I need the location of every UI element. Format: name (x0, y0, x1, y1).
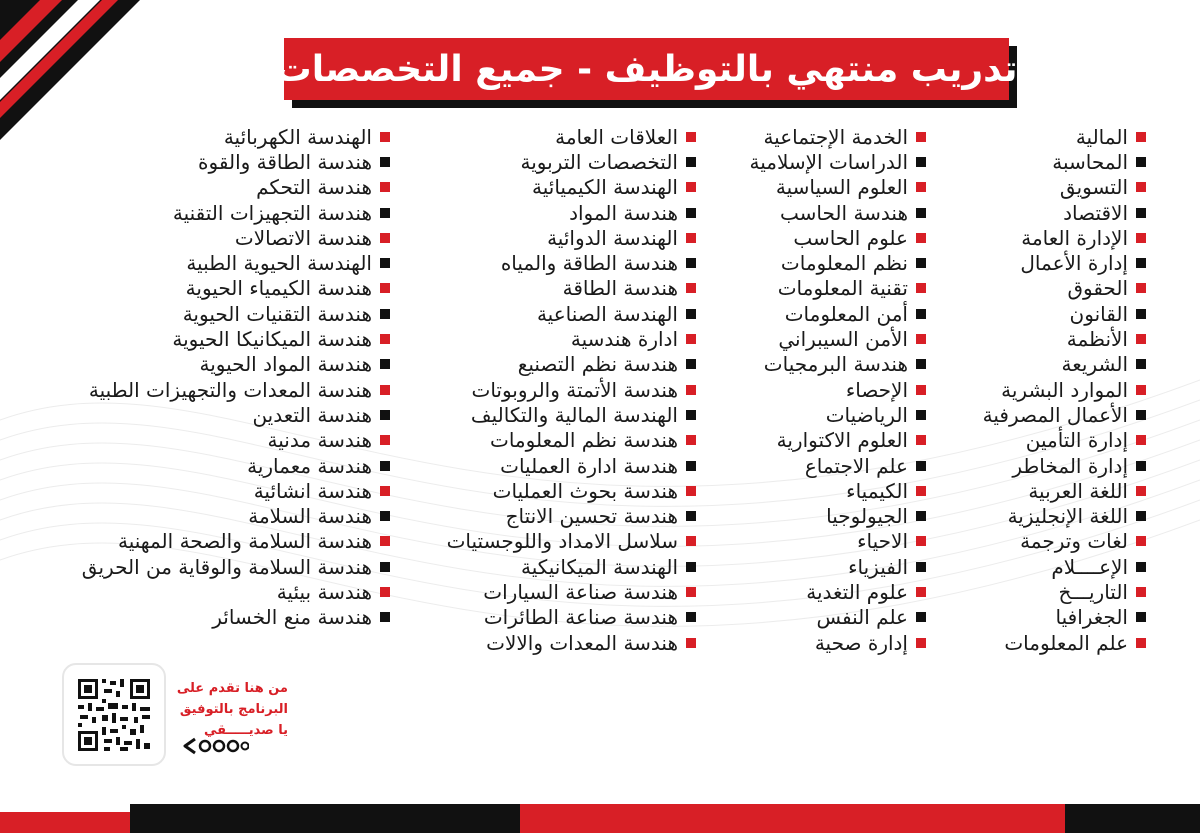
black-square-bullet-icon (380, 157, 390, 167)
specialty-label: هندسة المعدات والتجهيزات الطبية (88, 377, 372, 402)
red-square-bullet-icon (686, 132, 696, 142)
specialty-label: الاقتصاد (1063, 200, 1128, 225)
red-square-bullet-icon (686, 385, 696, 395)
specialty-item (700, 352, 926, 377)
specialty-item (1000, 605, 1146, 630)
specialty-item (20, 175, 390, 200)
qr-card[interactable] (62, 663, 166, 766)
specialty-label: هندسة نظم المعلومات (489, 428, 678, 453)
red-square-bullet-icon (916, 587, 926, 597)
specialty-item (20, 124, 390, 149)
red-square-bullet-icon (1136, 233, 1146, 243)
specialty-label: علم النفس (816, 605, 908, 630)
black-square-bullet-icon (916, 461, 926, 471)
specialty-label: الأنظمة (1066, 327, 1128, 352)
black-square-bullet-icon (686, 511, 696, 521)
specialty-label: المحاسبة (1052, 149, 1128, 174)
cta-line-1: من هنا تقدم على (176, 681, 288, 696)
specialty-label: هندسة المواد الحيوية (199, 352, 372, 377)
specialty-item (1000, 478, 1146, 503)
specialty-item (1000, 200, 1146, 225)
specialty-item (700, 478, 926, 503)
black-square-bullet-icon (1136, 612, 1146, 622)
specialty-item (20, 579, 390, 604)
specialty-label: الرياضيات (825, 402, 908, 427)
red-square-bullet-icon (916, 334, 926, 344)
specialty-label: هندسة المواد (569, 200, 678, 225)
specialty-item (20, 250, 390, 275)
specialty-item (400, 630, 696, 655)
specialty-item (400, 478, 696, 503)
specialty-item (700, 175, 926, 200)
specialty-label: المالية (1075, 124, 1128, 149)
specialty-label: هندسة الطاقة والمياه (500, 251, 678, 276)
specialty-item (700, 579, 926, 604)
specialty-label: الأمن السيبراني (778, 327, 908, 352)
red-square-bullet-icon (916, 132, 926, 142)
specialty-label: اللغة الإنجليزية (1007, 504, 1128, 529)
specialty-label: هندسة الميكانيكا الحيوية (172, 327, 372, 352)
red-square-bullet-icon (1136, 132, 1146, 142)
specialty-label: الموارد البشرية (1001, 377, 1128, 402)
specialty-label: هندسة التقنيات الحيوية (182, 301, 372, 326)
specialty-label: الهندسة الدوائية (547, 225, 678, 250)
specialty-item (1000, 149, 1146, 174)
specialty-item (400, 301, 696, 326)
specialty-item (400, 402, 696, 427)
specialty-label: هندسة المعدات والالات (486, 630, 678, 655)
specialty-label: هندسة البرمجيات (763, 352, 908, 377)
specialty-label: هندسة السلامة والوقاية من الحريق (81, 554, 372, 579)
specialty-item (400, 579, 696, 604)
black-square-bullet-icon (1136, 511, 1146, 521)
specialty-item (700, 326, 926, 351)
red-square-bullet-icon (380, 587, 390, 597)
specialty-label: الجيولوجيا (826, 504, 908, 529)
black-square-bullet-icon (380, 309, 390, 319)
specialty-label: ادارة هندسية (570, 327, 678, 352)
black-square-bullet-icon (916, 511, 926, 521)
specialty-item (20, 478, 390, 503)
specialty-item (20, 326, 390, 351)
specialty-label: هندسة الكيمياء الحيوية (185, 276, 372, 301)
specialty-label: الهندسة المالية والتكاليف (470, 402, 678, 427)
specialty-label: التاريـــخ (1058, 579, 1128, 604)
red-square-bullet-icon (916, 536, 926, 546)
red-square-bullet-icon (686, 233, 696, 243)
specialty-label: التسويق (1059, 175, 1128, 200)
specialty-item (20, 352, 390, 377)
specialty-label: التخصصات التربوية (520, 149, 678, 174)
specialty-label: هندسة الطاقة والقوة (198, 149, 372, 174)
specialty-label: إدارة صحية (814, 630, 908, 655)
specialty-label: العلوم السياسية (775, 175, 908, 200)
specialty-label: الجغرافيا (1055, 605, 1128, 630)
red-square-bullet-icon (1136, 435, 1146, 445)
specialty-label: تقنية المعلومات (777, 276, 908, 301)
specialty-label: هندسة صناعة الطائرات (483, 605, 678, 630)
specialty-item (700, 250, 926, 275)
red-square-bullet-icon (1136, 536, 1146, 546)
red-square-bullet-icon (1136, 385, 1146, 395)
red-square-bullet-icon (686, 283, 696, 293)
qr-code-icon[interactable] (76, 677, 152, 753)
specialty-label: الهندسة الصناعية (536, 301, 678, 326)
black-square-bullet-icon (916, 157, 926, 167)
specialty-label: الخدمة الإجتماعية (763, 124, 908, 149)
arrow-left-icon (183, 737, 249, 755)
apply-call-to-action (170, 678, 288, 741)
black-square-bullet-icon (686, 208, 696, 218)
black-square-bullet-icon (380, 612, 390, 622)
red-square-bullet-icon (380, 435, 390, 445)
specialty-item (400, 326, 696, 351)
specialty-label: هندسة الاتصالات (234, 225, 372, 250)
black-square-bullet-icon (686, 410, 696, 420)
specialty-label: هندسة صناعة السيارات (483, 579, 678, 604)
specialty-item (1000, 124, 1146, 149)
specialty-label: الأعمال المصرفية (982, 402, 1128, 427)
specialty-label: الكيمياء (846, 478, 908, 503)
specialties-column-2 (700, 124, 926, 655)
specialty-item (400, 377, 696, 402)
black-square-bullet-icon (686, 157, 696, 167)
specialty-item (1000, 503, 1146, 528)
specialty-label: إدارة الأعمال (1020, 251, 1128, 276)
specialty-label: هندسة معمارية (247, 453, 372, 478)
specialty-label: الإحصاء (845, 377, 908, 402)
specialty-label: الإدارة العامة (1021, 225, 1128, 250)
specialty-label: هندسة الطاقة (562, 276, 678, 301)
specialties-column-3 (400, 124, 696, 655)
specialty-item (20, 529, 390, 554)
black-square-bullet-icon (686, 461, 696, 471)
specialty-label: لغات وترجمة (1020, 529, 1128, 554)
black-square-bullet-icon (1136, 208, 1146, 218)
specialty-item (400, 605, 696, 630)
black-square-bullet-icon (916, 410, 926, 420)
specialty-label: هندسة التحكم (256, 175, 372, 200)
black-square-bullet-icon (686, 612, 696, 622)
specialty-item (1000, 326, 1146, 351)
specialty-label: هندسة السلامة والصحة المهنية (117, 529, 372, 554)
red-square-bullet-icon (916, 182, 926, 192)
specialty-item (400, 352, 696, 377)
specialty-item (20, 402, 390, 427)
red-square-bullet-icon (380, 233, 390, 243)
specialty-label: علوم التغدية (806, 579, 908, 604)
red-square-bullet-icon (686, 638, 696, 648)
black-square-bullet-icon (916, 612, 926, 622)
black-square-bullet-icon (916, 258, 926, 268)
specialty-label: القانون (1069, 301, 1128, 326)
specialty-item (700, 554, 926, 579)
specialties-column-4 (20, 124, 390, 630)
specialty-item (1000, 453, 1146, 478)
specialty-label: إدارة المخاطر (1012, 453, 1128, 478)
specialty-item (1000, 579, 1146, 604)
specialty-item (1000, 352, 1146, 377)
corner-decoration (0, 0, 140, 140)
specialty-label: الفيزياء (848, 554, 908, 579)
specialty-item (1000, 377, 1146, 402)
specialty-item (20, 428, 390, 453)
red-square-bullet-icon (686, 182, 696, 192)
specialty-item (400, 250, 696, 275)
specialty-item (400, 276, 696, 301)
black-square-bullet-icon (380, 562, 390, 572)
red-square-bullet-icon (380, 182, 390, 192)
specialty-item (700, 428, 926, 453)
specialty-item (1000, 175, 1146, 200)
black-square-bullet-icon (380, 511, 390, 521)
red-square-bullet-icon (380, 385, 390, 395)
black-square-bullet-icon (916, 208, 926, 218)
red-square-bullet-icon (916, 486, 926, 496)
specialty-item (400, 554, 696, 579)
specialty-item (700, 124, 926, 149)
specialty-label: هندسة التجهيزات التقنية (172, 200, 372, 225)
specialty-item (700, 453, 926, 478)
specialty-item (700, 630, 926, 655)
black-square-bullet-icon (916, 359, 926, 369)
red-square-bullet-icon (380, 334, 390, 344)
specialty-label: نظم المعلومات (780, 251, 908, 276)
specialty-label: هندسة السلامة (248, 504, 372, 529)
specialty-item (20, 301, 390, 326)
black-square-bullet-icon (1136, 258, 1146, 268)
specialty-item (1000, 529, 1146, 554)
specialty-label: الهندسة الميكانيكية (520, 554, 678, 579)
title-banner-fill (275, 38, 1018, 100)
red-square-bullet-icon (916, 233, 926, 243)
specialty-item (1000, 428, 1146, 453)
black-square-bullet-icon (686, 258, 696, 268)
specialty-item (20, 554, 390, 579)
specialty-item (700, 276, 926, 301)
black-square-bullet-icon (1136, 359, 1146, 369)
specialty-item (20, 503, 390, 528)
black-square-bullet-icon (380, 208, 390, 218)
specialty-item (400, 124, 696, 149)
black-square-bullet-icon (916, 309, 926, 319)
specialty-label: الهندسة الكيميائية (532, 175, 678, 200)
specialty-label: الاحياء (857, 529, 908, 554)
red-square-bullet-icon (1136, 334, 1146, 344)
red-square-bullet-icon (686, 587, 696, 597)
specialty-label: العلاقات العامة (555, 124, 678, 149)
specialty-label: علم المعلومات (1004, 630, 1128, 655)
red-square-bullet-icon (1136, 486, 1146, 496)
specialty-label: علم الاجتماع (804, 453, 908, 478)
specialty-label: هندسة انشائية (253, 478, 372, 503)
black-square-bullet-icon (380, 410, 390, 420)
specialty-item (20, 377, 390, 402)
specialty-item (400, 529, 696, 554)
red-square-bullet-icon (380, 132, 390, 142)
specialty-label: هندسة الحاسب (780, 200, 908, 225)
specialty-item (700, 149, 926, 174)
black-square-bullet-icon (380, 258, 390, 268)
specialty-item (400, 428, 696, 453)
red-square-bullet-icon (916, 283, 926, 293)
specialty-label: العلوم الاكتوارية (776, 428, 908, 453)
specialty-item (1000, 301, 1146, 326)
specialty-label: هندسة ادارة العمليات (500, 453, 678, 478)
specialty-item (700, 529, 926, 554)
specialty-item (700, 225, 926, 250)
page-title: تدريب منتهي بالتوظيف - جميع التخصصات (275, 48, 1018, 90)
black-square-bullet-icon (1136, 157, 1146, 167)
specialty-item (20, 149, 390, 174)
specialty-label: اللغة العربية (1028, 478, 1128, 503)
black-square-bullet-icon (380, 461, 390, 471)
specialty-item (400, 200, 696, 225)
specialty-label: سلاسل الامداد واللوجستيات (446, 529, 678, 554)
specialty-item (20, 453, 390, 478)
red-square-bullet-icon (1136, 182, 1146, 192)
footer-bar-red (520, 804, 1065, 833)
specialty-item (20, 276, 390, 301)
black-square-bullet-icon (380, 359, 390, 369)
specialty-label: الإعــــلام (1051, 554, 1128, 579)
red-square-bullet-icon (686, 486, 696, 496)
red-square-bullet-icon (1136, 638, 1146, 648)
red-square-bullet-icon (686, 435, 696, 445)
specialty-label: علوم الحاسب (793, 225, 908, 250)
specialty-item (1000, 225, 1146, 250)
specialty-item (1000, 276, 1146, 301)
specialty-item (1000, 554, 1146, 579)
specialty-label: هندسة نظم التصنيع (517, 352, 678, 377)
cta-line-2: البرنامج بالتوفيق (179, 702, 288, 717)
specialty-item (700, 200, 926, 225)
specialty-item (400, 225, 696, 250)
red-square-bullet-icon (380, 283, 390, 293)
specialty-label: هندسة التعدين (252, 402, 372, 427)
red-square-bullet-icon (1136, 283, 1146, 293)
cta-line-3: يا صديـــــقي (204, 723, 288, 738)
specialty-item (20, 225, 390, 250)
specialty-label: الحقوق (1067, 276, 1128, 301)
specialty-item (700, 301, 926, 326)
specialty-item (1000, 250, 1146, 275)
specialty-item (400, 503, 696, 528)
specialty-label: هندسة منع الخسائر (212, 605, 372, 630)
specialty-label: الدراسات الإسلامية (749, 149, 908, 174)
red-square-bullet-icon (686, 536, 696, 546)
specialty-item (700, 503, 926, 528)
specialty-item (400, 453, 696, 478)
red-square-bullet-icon (380, 536, 390, 546)
specialties-column-1 (982, 124, 1146, 655)
specialty-item (20, 605, 390, 630)
red-square-bullet-icon (916, 385, 926, 395)
footer-bar-red-left (0, 812, 130, 833)
specialty-item (400, 149, 696, 174)
specialty-label: الشريعة (1061, 352, 1128, 377)
specialty-label: إدارة التأمين (1025, 428, 1128, 453)
specialty-label: أمن المعلومات (784, 301, 908, 326)
specialty-item (1000, 630, 1146, 655)
specialty-label: هندسة بحوث العمليات (492, 478, 678, 503)
specialty-item (982, 402, 1146, 427)
black-square-bullet-icon (1136, 461, 1146, 471)
specialty-item (700, 402, 926, 427)
red-square-bullet-icon (380, 486, 390, 496)
specialty-label: الهندسة الحيوية الطبية (186, 251, 372, 276)
title-banner (275, 38, 1018, 100)
black-square-bullet-icon (686, 359, 696, 369)
specialty-label: هندسة بيئية (276, 579, 372, 604)
specialty-label: هندسة تحسين الانتاج (505, 504, 678, 529)
specialty-item (700, 605, 926, 630)
black-square-bullet-icon (686, 309, 696, 319)
black-square-bullet-icon (1136, 309, 1146, 319)
black-square-bullet-icon (916, 562, 926, 572)
specialty-item (400, 175, 696, 200)
black-square-bullet-icon (686, 562, 696, 572)
red-square-bullet-icon (916, 435, 926, 445)
black-square-bullet-icon (1136, 410, 1146, 420)
red-square-bullet-icon (1136, 587, 1146, 597)
specialty-item (20, 200, 390, 225)
red-square-bullet-icon (916, 638, 926, 648)
specialty-label: هندسة الأتمتة والروبوتات (471, 377, 678, 402)
specialty-label: الهندسة الكهربائية (223, 124, 372, 149)
specialty-item (700, 377, 926, 402)
black-square-bullet-icon (1136, 562, 1146, 572)
specialty-label: هندسة مدنية (267, 428, 372, 453)
red-square-bullet-icon (686, 334, 696, 344)
